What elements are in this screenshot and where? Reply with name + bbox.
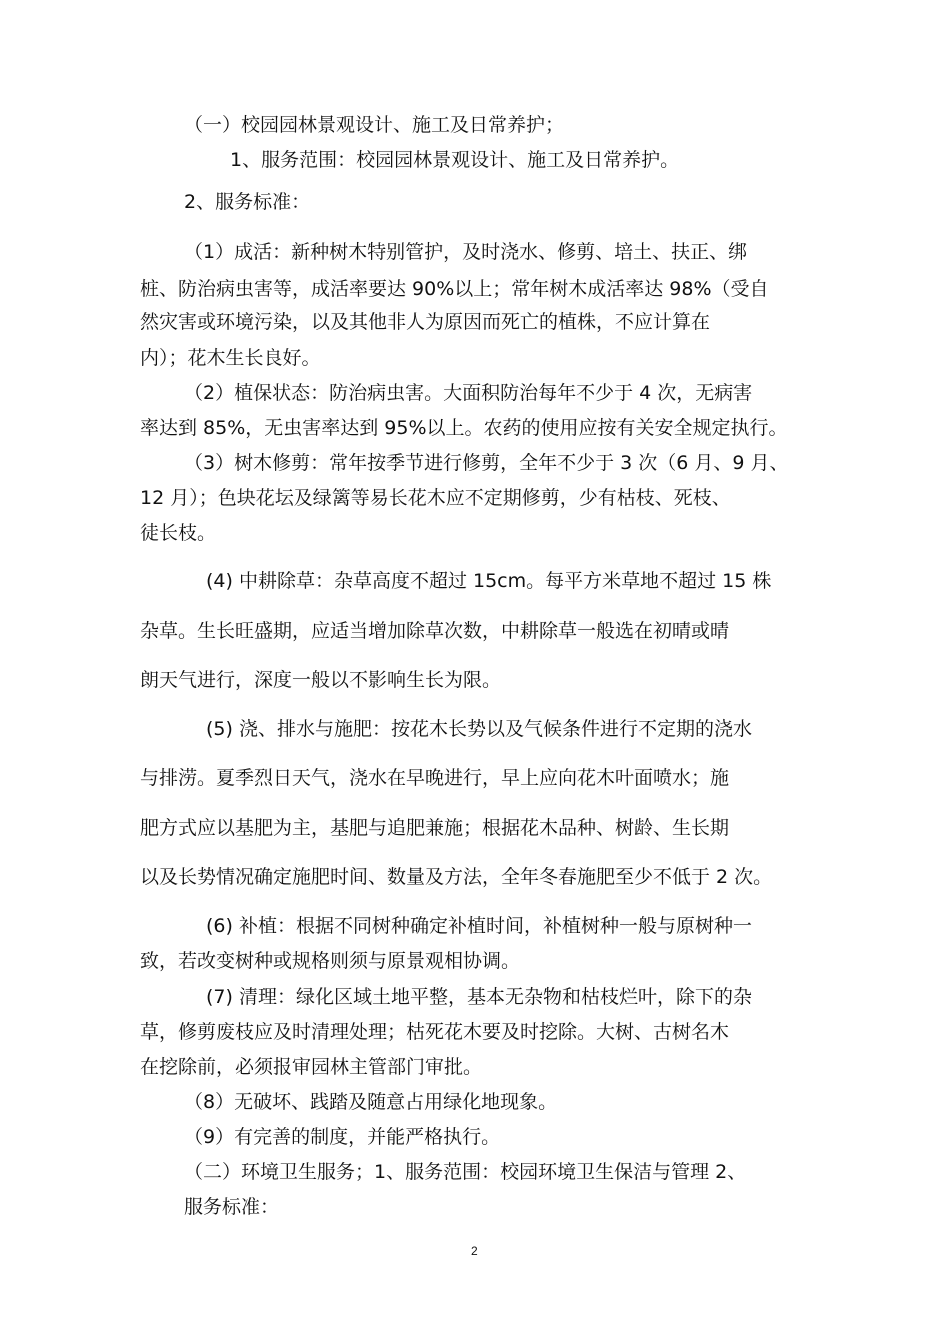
text-line: （1）成活：新种树木特别管护，及时浇水、修剪、培土、扶正、绑 [184, 241, 748, 263]
text-line: 1、服务范围：校园园林景观设计、施工及日常养护。 [230, 149, 680, 171]
text-line: (5) 浇、排水与施肥：按花木长势以及气候条件进行不定期的浇水 [206, 718, 752, 740]
text-line: 桩、防治病虫害等，成活率要达 90%以上；常年树木成活率达 98%（受自 [140, 278, 769, 300]
text-line: 杂草。生长旺盛期，应适当增加除草次数，中耕除草一般选在初晴或晴 [140, 620, 730, 642]
text-line: 朗天气进行，深度一般以不影响生长为限。 [140, 669, 502, 691]
text-line: 在挖除前，必须报审园林主管部门审批。 [140, 1056, 483, 1078]
text-line: 服务标准： [184, 1196, 280, 1218]
text-line: 致，若改变树种或规格则须与原景观相协调。 [140, 950, 521, 972]
text-line: (4) 中耕除草：杂草高度不超过 15cm。每平方米草地不超过 15 株 [206, 570, 772, 592]
text-line: 率达到 85%，无虫害率达到 95%以上。农药的使用应按有关安全规定执行。 [140, 417, 788, 439]
section-heading-1: （一）校园园林景观设计、施工及日常养护； [184, 114, 565, 136]
text-line: 徒长枝。 [140, 522, 217, 544]
text-line: （3）树木修剪：常年按季节进行修剪，全年不少于 3 次（6 月、9 月、 [184, 452, 789, 474]
text-line: （9）有完善的制度，并能严格执行。 [184, 1126, 501, 1148]
text-line: 肥方式应以基肥为主，基肥与追肥兼施；根据花木品种、树龄、生长期 [140, 817, 730, 839]
text-line: (7) 清理：绿化区域土地平整，基本无杂物和枯枝烂叶，除下的杂 [206, 986, 752, 1008]
text-line: （2）植保状态：防治病虫害。大面积防治每年不少于 4 次，无病害 [184, 382, 753, 404]
text-line: 12 月）；色块花坛及绿篱等易长花木应不定期修剪，少有枯枝、死枝、 [140, 487, 731, 509]
page-number: 2 [471, 1244, 478, 1258]
text-line: 2、服务标准： [184, 191, 311, 213]
text-line: 内）；花木生长良好。 [140, 347, 321, 369]
text-line: (6) 补植：根据不同树种确定补植时间，补植树种一般与原树种一 [206, 915, 752, 937]
section-heading-2: （二）环境卫生服务；1、服务范围：校园环境卫生保洁与管理 2、 [184, 1161, 747, 1183]
text-line: 然灾害或环境污染，以及其他非人为原因而死亡的植株，不应计算在 [140, 311, 711, 333]
text-line: 与排涝。夏季烈日天气，浇水在早晚进行，早上应向花木叶面喷水；施 [140, 767, 730, 789]
text-line: （8）无破坏、践踏及随意占用绿化地现象。 [184, 1091, 558, 1113]
text-line: 草，修剪废枝应及时清理处理；枯死花木要及时挖除。大树、古树名木 [140, 1021, 730, 1043]
text-line: 以及长势情况确定施肥时间、数量及方法，全年冬春施肥至少不低于 2 次。 [140, 866, 773, 888]
